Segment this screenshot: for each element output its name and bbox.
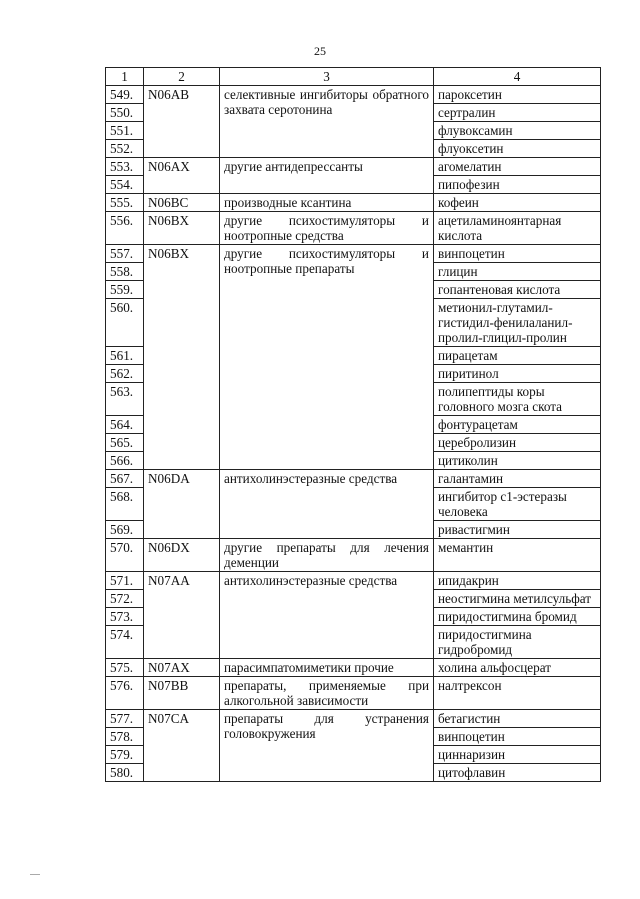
- row-number: 550.: [106, 104, 144, 122]
- atc-code: N06BX: [144, 212, 220, 245]
- table-row: [106, 677, 601, 710]
- group-description: другие психостимуляторы и ноотропные препараты: [220, 245, 434, 470]
- drug-list-table: [105, 67, 601, 782]
- group-description: антихолинэстеразные средства: [220, 470, 434, 539]
- table-row: [106, 539, 601, 572]
- drug-name: ипидакрин: [434, 572, 601, 590]
- drug-name: пиритинол: [434, 365, 601, 383]
- drug-name: пипофезин: [434, 176, 601, 194]
- drug-name: фонтурацетам: [434, 416, 601, 434]
- atc-code: N06AB: [144, 86, 220, 158]
- row-number: 571.: [106, 572, 144, 590]
- drug-name: бетагистин: [434, 710, 601, 728]
- header-cell-3: 3: [220, 68, 434, 86]
- row-number: 580.: [106, 764, 144, 782]
- table-row: [106, 245, 601, 263]
- group-description: антихолинэстеразные средства: [220, 572, 434, 659]
- row-number: 558.: [106, 263, 144, 281]
- row-number: 566.: [106, 452, 144, 470]
- group-description: другие психостимуляторы и ноотропные средства: [220, 212, 434, 245]
- row-number: 569.: [106, 521, 144, 539]
- row-number: 555.: [106, 194, 144, 212]
- header-row: [106, 68, 601, 86]
- drug-name: холина альфосцерат: [434, 659, 601, 677]
- row-number: 573.: [106, 608, 144, 626]
- margin-mark: [30, 874, 40, 875]
- group-description: селективные ингибиторы обратного захвата серотонина: [220, 86, 434, 158]
- row-number: 561.: [106, 347, 144, 365]
- drug-name: галантамин: [434, 470, 601, 488]
- drug-name: пароксетин: [434, 86, 601, 104]
- drug-name: ацетиламиноянтарная кислота: [434, 212, 601, 245]
- drug-name: метионил-глутамил-гистидил-фенилаланил-пролил-глицил-пролин: [434, 299, 601, 347]
- row-number: 553.: [106, 158, 144, 176]
- row-number: 578.: [106, 728, 144, 746]
- drug-name: ривастигмин: [434, 521, 601, 539]
- drug-name: налтрексон: [434, 677, 601, 710]
- group-description: производные ксантина: [220, 194, 434, 212]
- table-row: [106, 212, 601, 245]
- page-number: 25: [314, 44, 326, 58]
- drug-name: неостигмина метилсульфат: [434, 590, 601, 608]
- row-number: 567.: [106, 470, 144, 488]
- group-description: другие препараты для лечения деменции: [220, 539, 434, 572]
- group-description: препараты для устранения головокружения: [220, 710, 434, 782]
- atc-code: N07AX: [144, 659, 220, 677]
- drug-name: кофеин: [434, 194, 601, 212]
- atc-code: N07BB: [144, 677, 220, 710]
- group-description: препараты, применяемые при алкогольной зависимости: [220, 677, 434, 710]
- drug-name: сертралин: [434, 104, 601, 122]
- row-number: 574.: [106, 626, 144, 659]
- drug-name: гопантеновая кислота: [434, 281, 601, 299]
- drug-name: церебролизин: [434, 434, 601, 452]
- atc-code: N06DX: [144, 539, 220, 572]
- drug-name: глицин: [434, 263, 601, 281]
- row-number: 562.: [106, 365, 144, 383]
- row-number: 556.: [106, 212, 144, 245]
- table-row: [106, 86, 601, 104]
- atc-code: N07CA: [144, 710, 220, 782]
- drug-name: цитофлавин: [434, 764, 601, 782]
- drug-name: флувоксамин: [434, 122, 601, 140]
- drug-name: винпоцетин: [434, 245, 601, 263]
- drug-name: флуоксетин: [434, 140, 601, 158]
- table-row: [106, 158, 601, 176]
- drug-name: цитиколин: [434, 452, 601, 470]
- header-cell-1: 1: [106, 68, 144, 86]
- table-row: [106, 572, 601, 590]
- row-number: 576.: [106, 677, 144, 710]
- table-row: [106, 194, 601, 212]
- table-row: [106, 710, 601, 728]
- row-number: 549.: [106, 86, 144, 104]
- header-cell-2: 2: [144, 68, 220, 86]
- group-description: другие антидепрессанты: [220, 158, 434, 194]
- atc-code: N07AA: [144, 572, 220, 659]
- row-number: 560.: [106, 299, 144, 347]
- row-number: 579.: [106, 746, 144, 764]
- drug-name: винпоцетин: [434, 728, 601, 746]
- atc-code: N06BX: [144, 245, 220, 470]
- drug-name: полипептиды коры головного мозга скота: [434, 383, 601, 416]
- atc-code: N06DA: [144, 470, 220, 539]
- drug-name: циннаризин: [434, 746, 601, 764]
- row-number: 563.: [106, 383, 144, 416]
- row-number: 575.: [106, 659, 144, 677]
- row-number: 557.: [106, 245, 144, 263]
- row-number: 554.: [106, 176, 144, 194]
- row-number: 552.: [106, 140, 144, 158]
- drug-name: агомелатин: [434, 158, 601, 176]
- drug-name: пиридостигмина бромид: [434, 608, 601, 626]
- group-description: парасимпатомиметики прочие: [220, 659, 434, 677]
- row-number: 559.: [106, 281, 144, 299]
- row-number: 565.: [106, 434, 144, 452]
- row-number: 570.: [106, 539, 144, 572]
- drug-name: мемантин: [434, 539, 601, 572]
- row-number: 568.: [106, 488, 144, 521]
- atc-code: N06BC: [144, 194, 220, 212]
- row-number: 551.: [106, 122, 144, 140]
- drug-name: пирацетам: [434, 347, 601, 365]
- table-row: [106, 470, 601, 488]
- row-number: 572.: [106, 590, 144, 608]
- drug-name: ингибитор с1-эстеразы человека: [434, 488, 601, 521]
- row-number: 564.: [106, 416, 144, 434]
- row-number: 577.: [106, 710, 144, 728]
- drug-name: пиридостигмина гидробромид: [434, 626, 601, 659]
- table-row: [106, 659, 601, 677]
- atc-code: N06AX: [144, 158, 220, 194]
- header-cell-4: 4: [434, 68, 601, 86]
